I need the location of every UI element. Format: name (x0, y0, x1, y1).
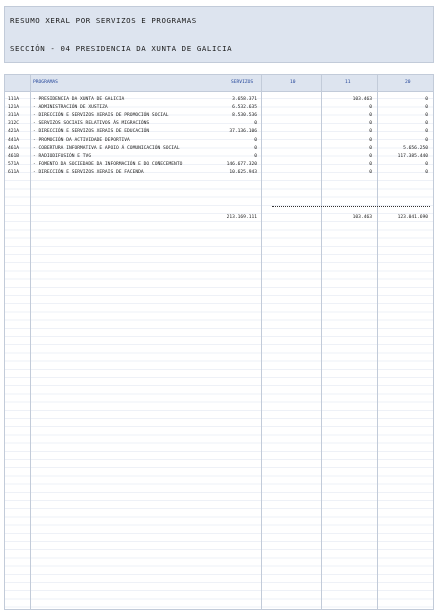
row-value-10: 0 (254, 153, 257, 159)
row-code: 461B (8, 153, 20, 159)
total-11: 103.463 (352, 215, 372, 220)
row-code: 421A (8, 129, 20, 135)
col-20: 20 (405, 80, 411, 85)
row-code: 461A (8, 145, 20, 151)
row-description: - RADIODIFUSIÓN E TVG (33, 153, 92, 159)
row-value-20: 0 (425, 162, 428, 168)
row-value-10: 0 (254, 137, 257, 143)
row-code: 311A (8, 112, 20, 118)
col-servizos: SERVIZOS (231, 80, 254, 85)
row-value-20: 0 (425, 121, 428, 127)
row-value-20: 0 (425, 137, 428, 143)
table-row (5, 144, 433, 152)
row-value-20: 0 (425, 104, 428, 110)
summary-table (4, 74, 434, 610)
row-value-20: 0 (425, 112, 428, 118)
table-row (5, 95, 433, 103)
table-row (5, 136, 433, 144)
row-value-20: 0 (425, 96, 428, 102)
table-row (5, 161, 433, 169)
table-header (5, 75, 433, 92)
total-20: 123.041.690 (397, 215, 428, 220)
row-value-11: 0 (369, 129, 372, 135)
row-description: - PROMOCIÓN DA ACTIVIDADE DEPORTIVA (33, 137, 130, 143)
row-value-20: 5.656.250 (403, 145, 428, 151)
row-description: - PRESIDENCIA DA XUNTA DE GALICIA (33, 96, 125, 102)
row-description: - FOMENTO DA SOCIEDADE DA INFORMACIÓN E DO COÑECEMENTO (33, 162, 183, 168)
totals-row (5, 215, 433, 223)
row-value-10: 6.532.635 (232, 104, 257, 110)
row-value-11: 103.463 (352, 96, 372, 102)
row-value-11: 0 (369, 170, 372, 176)
total-separator (272, 206, 430, 207)
row-description: - DIRECCIÓN E SERVIZOS XERAIS DE PROMOCIÓN SOCIAL (33, 112, 169, 118)
row-code: 312C (8, 121, 20, 127)
total-10: 213.169.111 (226, 215, 257, 220)
row-value-20: 0 (425, 129, 428, 135)
row-value-10: 0 (254, 145, 257, 151)
row-value-20: 117.385.440 (397, 153, 428, 159)
col-programas: PROGRAMAS (33, 80, 58, 85)
row-value-11: 0 (369, 137, 372, 143)
row-value-10: 3.658.371 (232, 96, 257, 102)
row-description: - COBERTURA INFORMATIVA E APOIO Á COMUNICACIÓN SOCIAL (33, 145, 180, 151)
row-code: 571A (8, 162, 20, 168)
row-code: 111A (8, 96, 20, 102)
section-title: SECCIÓN - 04 PRESIDENCIA DA XUNTA DE GALICIA (10, 44, 233, 53)
row-value-20: 0 (425, 170, 428, 176)
row-value-11: 0 (369, 121, 372, 127)
report-header (4, 6, 434, 63)
table-row (5, 169, 433, 177)
col-11: 11 (345, 80, 351, 85)
row-value-11: 0 (369, 162, 372, 168)
row-value-10: 0 (254, 121, 257, 127)
row-value-10: 8.530.536 (232, 112, 257, 118)
table-row (5, 128, 433, 136)
row-code: 611A (8, 170, 20, 176)
table-row (5, 111, 433, 119)
row-value-11: 0 (369, 153, 372, 159)
row-description: - SERVIZOS SOCIAIS RELATIVOS ÁS MIGRACIÓNS (33, 121, 150, 127)
row-description: - DIRECCIÓN E SERVIZOS XERAIS DE EDUCACIÓN (33, 129, 150, 135)
row-value-11: 0 (369, 145, 372, 151)
row-value-10: 146.677.320 (226, 162, 257, 168)
row-value-10: 10.625.943 (229, 170, 257, 176)
row-value-11: 0 (369, 112, 372, 118)
col-10: 10 (290, 80, 296, 85)
row-value-10: 37.136.106 (229, 129, 257, 135)
row-description: - DIRECCIÓN E SERVIZOS XERAIS DE FACENDA (33, 170, 144, 176)
table-row (5, 103, 433, 111)
row-code: 441A (8, 137, 20, 143)
report-title: RESUMO XERAL POR SERVIZOS E PROGRAMAS (10, 16, 197, 25)
row-code: 121A (8, 104, 20, 110)
table-row (5, 152, 433, 160)
row-value-11: 0 (369, 104, 372, 110)
row-description: - ADMINISTRACIÓN DE XUSTIZA (33, 104, 108, 110)
table-row (5, 120, 433, 128)
